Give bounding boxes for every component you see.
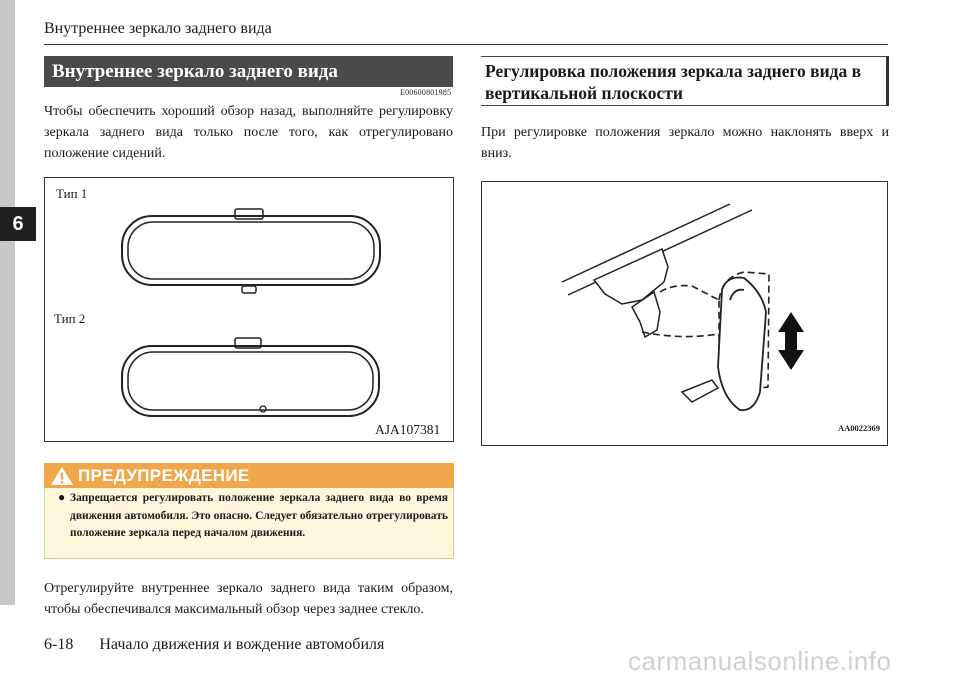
watermark: carmanualsonline.info	[628, 646, 892, 676]
mirror-type1-illustration	[122, 209, 380, 293]
mirror-type2-illustration	[122, 338, 379, 416]
type1-label: Тип 1	[56, 186, 88, 201]
intro-paragraph: Чтобы обеспечить хороший обзор назад, выполняйте регулировку зеркала заднего вида только после того, как отрегулировано положение сидений.	[44, 104, 453, 161]
figure-id: AJA107381	[375, 422, 441, 437]
mirror-mount-bracket	[594, 249, 668, 304]
mirror-tilt-figure	[481, 181, 888, 446]
page-footer	[44, 636, 384, 654]
mirror-tilt-drawing	[482, 182, 886, 444]
footer-chapter-title: Начало движения и вождение автомобиля	[99, 636, 385, 653]
closing-paragraph: Отрегулируйте внутреннее зеркало заднего вида таким образом, чтобы обеспечивался максимальный обзор через заднее стекло.	[44, 581, 453, 617]
mirror-lower-tab	[682, 380, 718, 402]
chapter-side-bar	[0, 0, 15, 605]
warning-text: Запрещается регулировать положение зеркала заднего вида во время движения автомобиля. Это опасно. Следует обязательно отрегулировать положение зеркала перед началом движения.	[70, 492, 448, 539]
warning-title: ПРЕДУПРЕЖДЕНИЕ	[78, 466, 250, 485]
section-title-vertical-adjust: Регулировка положения зеркала заднего вида в вертикальной плоскости	[481, 56, 889, 106]
section-title-mirror: Внутреннее зеркало заднего вида	[44, 56, 453, 87]
mirror-types-figure	[44, 177, 454, 442]
header-rule	[44, 44, 888, 45]
type2-label: Тип 2	[54, 311, 86, 326]
mirror-types-drawing	[45, 178, 452, 440]
up-down-arrow-icon	[778, 312, 804, 370]
vertical-adjust-paragraph: При регулировке положения зеркало можно наклонять вверх и вниз.	[481, 125, 889, 161]
chapter-tab: 6	[0, 207, 36, 241]
section-code: E00600801985	[400, 88, 452, 97]
page-number: 6-18	[44, 636, 74, 653]
running-header: Внутреннее зеркало заднего вида	[44, 20, 272, 37]
warning-bullet: ●	[58, 490, 66, 504]
figure-id: AA0022369	[838, 423, 881, 433]
mirror-body-outline	[718, 278, 766, 411]
warning-triangle-icon	[50, 466, 74, 486]
